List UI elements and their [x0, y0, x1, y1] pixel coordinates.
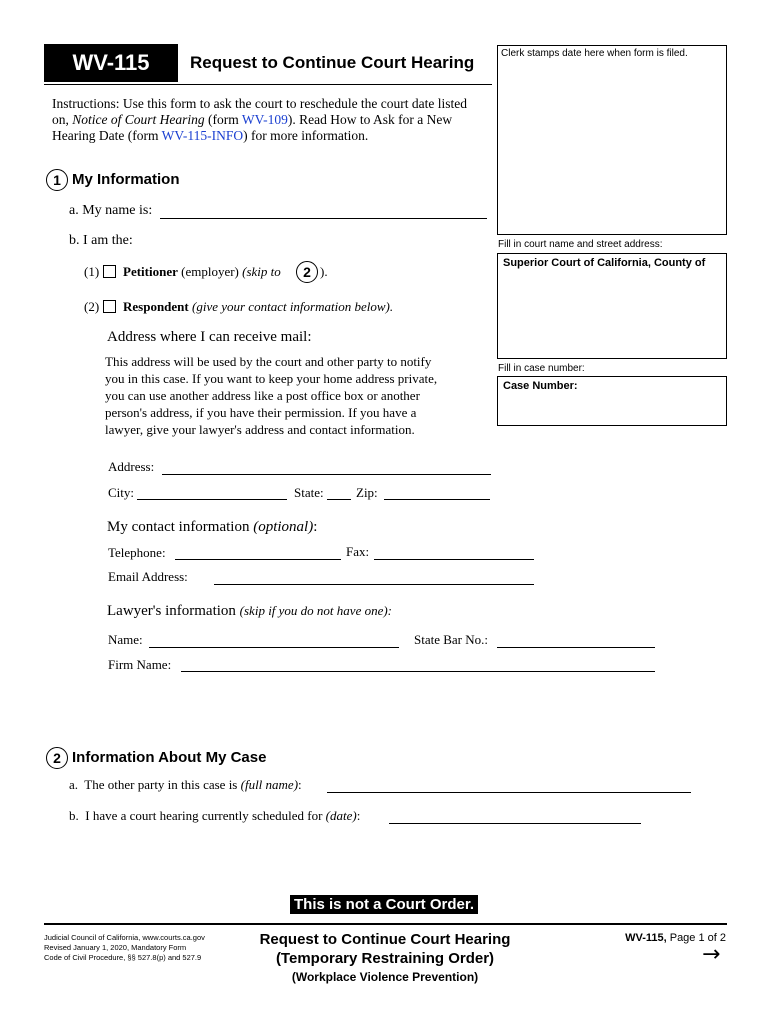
lawyer-name-label: Name: — [108, 632, 143, 647]
case-box-label: Fill in case number: — [498, 363, 585, 374]
link-wv-109[interactable]: WV-109 — [241, 112, 288, 127]
respondent-option: Respondent (give your contact information below). — [123, 299, 394, 314]
case-number-field[interactable] — [497, 376, 727, 426]
zip-field[interactable] — [384, 499, 490, 500]
court-name-field[interactable] — [497, 253, 727, 359]
i-am-row: b. I am the: — [69, 233, 133, 248]
my-name-label: My name is: — [82, 203, 153, 218]
i-am-label: I am the: — [83, 233, 133, 248]
case-number-label: Case Number: — [503, 380, 578, 392]
zip-label: Zip: — [356, 485, 378, 500]
section-2-title: Information About My Case — [72, 749, 267, 766]
address-label: Address: — [108, 459, 155, 474]
other-party-field[interactable] — [327, 792, 691, 793]
instr-line-2: on, Notice of Court Hearing (form WV-109). Read How to Ask for a New — [52, 112, 453, 127]
link-wv-115-info[interactable]: WV-115-INFO — [161, 128, 244, 143]
footer-center: Request to Continue Court Hearing (Temporary Restraining Order) (Workplace Violence Prevention) — [259, 931, 511, 984]
section-1-title: My Information — [72, 171, 180, 188]
clerk-stamp-box — [497, 45, 727, 235]
telephone-field[interactable] — [175, 559, 341, 560]
instr-line-3: Hearing Date (form WV-115-INFO) for more information. — [52, 128, 369, 143]
city-field[interactable] — [137, 499, 287, 500]
section-1-number: 1 — [46, 169, 68, 191]
lawyer-name-field[interactable] — [149, 647, 399, 648]
header-rule — [44, 84, 492, 85]
state-field[interactable] — [327, 499, 351, 500]
address-field[interactable] — [162, 474, 491, 475]
court-box-label: Fill in court name and street address: — [498, 239, 663, 250]
form-id: WV-115 — [72, 50, 150, 75]
fax-field[interactable] — [374, 559, 534, 560]
next-page-arrow-icon[interactable]: → — [702, 942, 721, 967]
instr-line-1: Instructions: Use this form to ask the court to reschedule the court date listed — [52, 96, 468, 111]
not-court-order-banner: This is not a Court Order. — [290, 895, 478, 914]
clerk-stamp-label: Clerk stamps date here when form is filed. — [501, 48, 688, 59]
lawyer-heading: Lawyer's information (skip if you do not have one): — [107, 603, 393, 619]
footer-rule — [44, 923, 727, 925]
opt1-end: ). — [320, 264, 328, 279]
city-label: City: — [108, 485, 135, 500]
firm-name-label: Firm Name: — [108, 657, 172, 672]
respondent-checkbox[interactable] — [103, 300, 116, 313]
hearing-date-field[interactable] — [389, 823, 641, 824]
form-id-badge — [44, 44, 178, 82]
firm-name-field[interactable] — [181, 671, 655, 672]
my-name-field[interactable] — [160, 218, 487, 219]
other-party-row: a. The other party in this case is (full name): — [69, 777, 302, 792]
state-bar-field[interactable] — [497, 647, 655, 648]
state-bar-label: State Bar No.: — [414, 632, 489, 647]
address-note: This address will be used by the court and other party to notify you in this case. If you want to keep your home address private, you can use another address like a post office box or another person's address, if you have their permission. If you have a lawyer, give your lawyer's address and contact information. — [105, 354, 438, 437]
section-2-number: 2 — [46, 747, 68, 769]
fax-label: Fax: — [346, 544, 370, 559]
email-label: Email Address: — [108, 569, 188, 584]
footer-left: Judicial Council of California, www.courts.ca.gov Revised January 1, 2020, Mandatory Form Code of Civil Procedure, §§ 527.8(p) and 527.9 — [44, 933, 205, 962]
court-name-label: Superior Court of California, County of — [503, 257, 706, 269]
petitioner-option: Petitioner (employer) (skip to — [123, 264, 281, 279]
footer-page: WV-115, Page 1 of 2 — [625, 932, 726, 944]
hearing-date-row: b. I have a court hearing currently scheduled for (date): — [69, 808, 361, 823]
opt2-num: (2) — [84, 299, 100, 314]
my-name-row: a. My name is: — [69, 203, 153, 218]
petitioner-checkbox[interactable] — [103, 265, 116, 278]
state-label: State: — [294, 485, 324, 500]
opt1-num: (1) — [84, 264, 100, 279]
skip-to-2-ref: 2 — [296, 261, 318, 283]
email-field[interactable] — [214, 584, 534, 585]
telephone-label: Telephone: — [108, 545, 166, 560]
contact-heading: My contact information (optional): — [107, 519, 318, 535]
form-title: Request to Continue Court Hearing — [190, 53, 475, 72]
instructions — [52, 96, 492, 144]
address-heading: Address where I can receive mail: — [107, 329, 312, 345]
